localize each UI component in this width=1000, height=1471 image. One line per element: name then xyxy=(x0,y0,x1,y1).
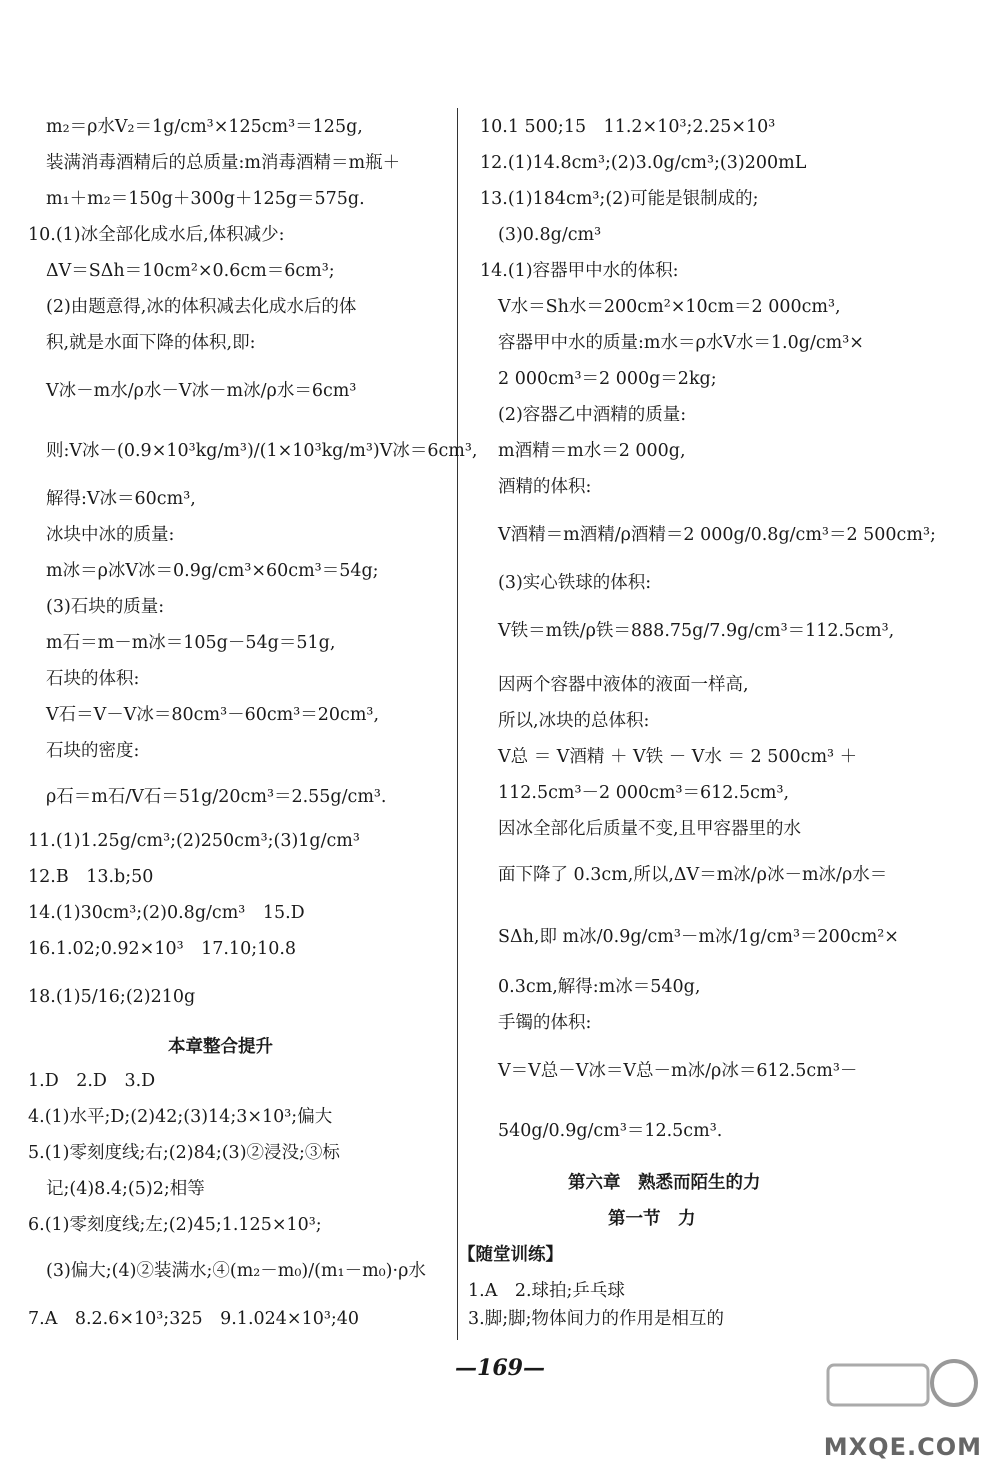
text-line: V总 ＝ V酒精 ＋ V铁 － V水 ＝ 2 500cm³ ＋ xyxy=(498,747,858,767)
text-line: (2)由题意得,冰的体积减去化成水后的体 xyxy=(46,297,357,317)
answer-line: 1.D 2.D 3.D xyxy=(28,1071,156,1091)
text-line: (3)实心铁球的体积: xyxy=(498,573,652,593)
text-line: 解得:V冰＝60cm³, xyxy=(46,489,196,509)
text-line: 石块的密度: xyxy=(46,741,140,761)
answer-line: 12.(1)14.8cm³;(2)3.0g/cm³;(3)200mL xyxy=(480,153,807,173)
text-line: 冰块中冰的质量: xyxy=(46,525,175,545)
text-line: V石＝V－V冰＝80cm³－60cm³＝20cm³, xyxy=(46,705,380,725)
answer-line: 3.脚;脚;物体间力的作用是相互的 xyxy=(468,1309,724,1329)
equation-line: V冰－m水/ρ水－V冰－m冰/ρ水＝6cm³ xyxy=(46,381,357,401)
answer-line: 16.1.02;0.92×10³ 17.10;10.8 xyxy=(28,939,297,959)
text-line: 石块的体积: xyxy=(46,669,140,689)
answer-line: 7.A 8.2.6×10³;325 9.1.024×10³;40 xyxy=(28,1309,360,1329)
answer-line: 4.(1)水平;D;(2)42;(3)14;3×10³;偏大 xyxy=(28,1107,333,1127)
answer-line: 13.(1)184cm³;(2)可能是银制成的; xyxy=(480,189,759,209)
page-number: —169— xyxy=(455,1355,545,1381)
text-line: m酒精＝m水＝2 000g, xyxy=(498,441,686,461)
text-line: 因冰全部化后质量不变,且甲容器里的水 xyxy=(498,819,802,839)
equation-line: 面下降了 0.3cm,所以,ΔV＝m冰/ρ冰－m冰/ρ水＝ xyxy=(498,865,888,885)
answer-line: 11.(1)1.25g/cm³;(2)250cm³;(3)1g/cm³ xyxy=(28,831,360,851)
text-line: (2)容器乙中酒精的质量: xyxy=(498,405,687,425)
text-line: (3)石块的质量: xyxy=(46,597,165,617)
equation-line: SΔh,即 m冰/0.9g/cm³－m冰/1g/cm³＝200cm²× xyxy=(498,927,899,947)
answer-line: 18.(1)5/16;(2)210g xyxy=(28,987,196,1007)
text-line: 0.3cm,解得:m冰＝540g, xyxy=(498,977,701,997)
subsection-heading: 【随堂训练】 xyxy=(458,1245,563,1265)
answer-line: 记;(4)8.4;(5)2;相等 xyxy=(46,1179,205,1199)
answer-line: 1.A 2.球拍;乒乓球 xyxy=(468,1281,625,1301)
equation-line: V＝V总－V冰＝V总－m冰/ρ冰＝612.5cm³－ xyxy=(498,1061,858,1081)
text-line: m石＝m－m冰＝105g－54g＝51g, xyxy=(46,633,336,653)
text-line: 积,就是水面下降的体积,即: xyxy=(46,333,256,353)
text-line: 112.5cm³－2 000cm³＝612.5cm³, xyxy=(498,783,790,803)
answer-line: (3)偏大;(4)②装满水;④(m₂－m₀)/(m₁－m₀)·ρ水 xyxy=(46,1261,426,1281)
watermark-text: MXQE.COM xyxy=(823,1433,982,1461)
equation-line: 540g/0.9g/cm³＝12.5cm³. xyxy=(498,1121,723,1141)
answer-line: 14.(1)30cm³;(2)0.8g/cm³ 15.D xyxy=(28,903,305,923)
text-line: 10.(1)冰全部化成水后,体积减少: xyxy=(28,225,285,245)
text-line: V水＝Sh水＝200cm²×10cm＝2 000cm³, xyxy=(498,297,841,317)
column-divider xyxy=(457,108,458,1340)
text-line: 容器甲中水的质量:m水＝ρ水V水＝1.0g/cm³× xyxy=(498,333,864,353)
text-line: 装满消毒酒精后的总质量:m消毒酒精＝m瓶＋ xyxy=(46,153,401,173)
text-line: 酒精的体积: xyxy=(498,477,592,497)
equation-line: ρ石＝m石/V石＝51g/20cm³＝2.55g/cm³. xyxy=(46,787,387,807)
answer-line: 6.(1)零刻度线;左;(2)45;1.125×10³; xyxy=(28,1215,322,1235)
answer-line: 14.(1)容器甲中水的体积: xyxy=(480,261,679,281)
text-line: ΔV＝SΔh＝10cm²×0.6cm＝6cm³; xyxy=(46,261,335,281)
answer-line: 12.B 13.b;50 xyxy=(28,867,154,887)
answer-line: 5.(1)零刻度线;右;(2)84;(3)②浸没;③标 xyxy=(28,1143,340,1163)
equation-line: V酒精＝m酒精/ρ酒精＝2 000g/0.8g/cm³＝2 500cm³; xyxy=(498,525,936,545)
text-line: m₂＝ρ水V₂＝1g/cm³×125cm³＝125g, xyxy=(46,117,363,137)
equation-line: 则:V冰－(0.9×10³kg/m³)/(1×10³kg/m³)V冰＝6cm³, xyxy=(46,441,478,461)
answer-line: 10.1 500;15 11.2×10³;2.25×10³ xyxy=(480,117,776,137)
text-line: m₁＋m₂＝150g＋300g＋125g＝575g. xyxy=(46,189,365,209)
text-line: 因两个容器中液体的液面一样高, xyxy=(498,675,749,695)
equation-line: V铁＝m铁/ρ铁＝888.75g/7.9g/cm³＝112.5cm³, xyxy=(498,621,895,641)
text-line: 手镯的体积: xyxy=(498,1013,592,1033)
section-heading: 第一节 力 xyxy=(608,1209,696,1229)
text-line: m冰＝ρ冰V冰＝0.9g/cm³×60cm³＝54g; xyxy=(46,561,379,581)
chapter-heading: 第六章 熟悉而陌生的力 xyxy=(568,1173,761,1193)
answer-line: (3)0.8g/cm³ xyxy=(498,225,602,245)
text-line: 2 000cm³＝2 000g＝2kg; xyxy=(498,369,717,389)
text-line: 所以,冰块的总体积: xyxy=(498,711,650,731)
section-heading: 本章整合提升 xyxy=(168,1037,273,1057)
